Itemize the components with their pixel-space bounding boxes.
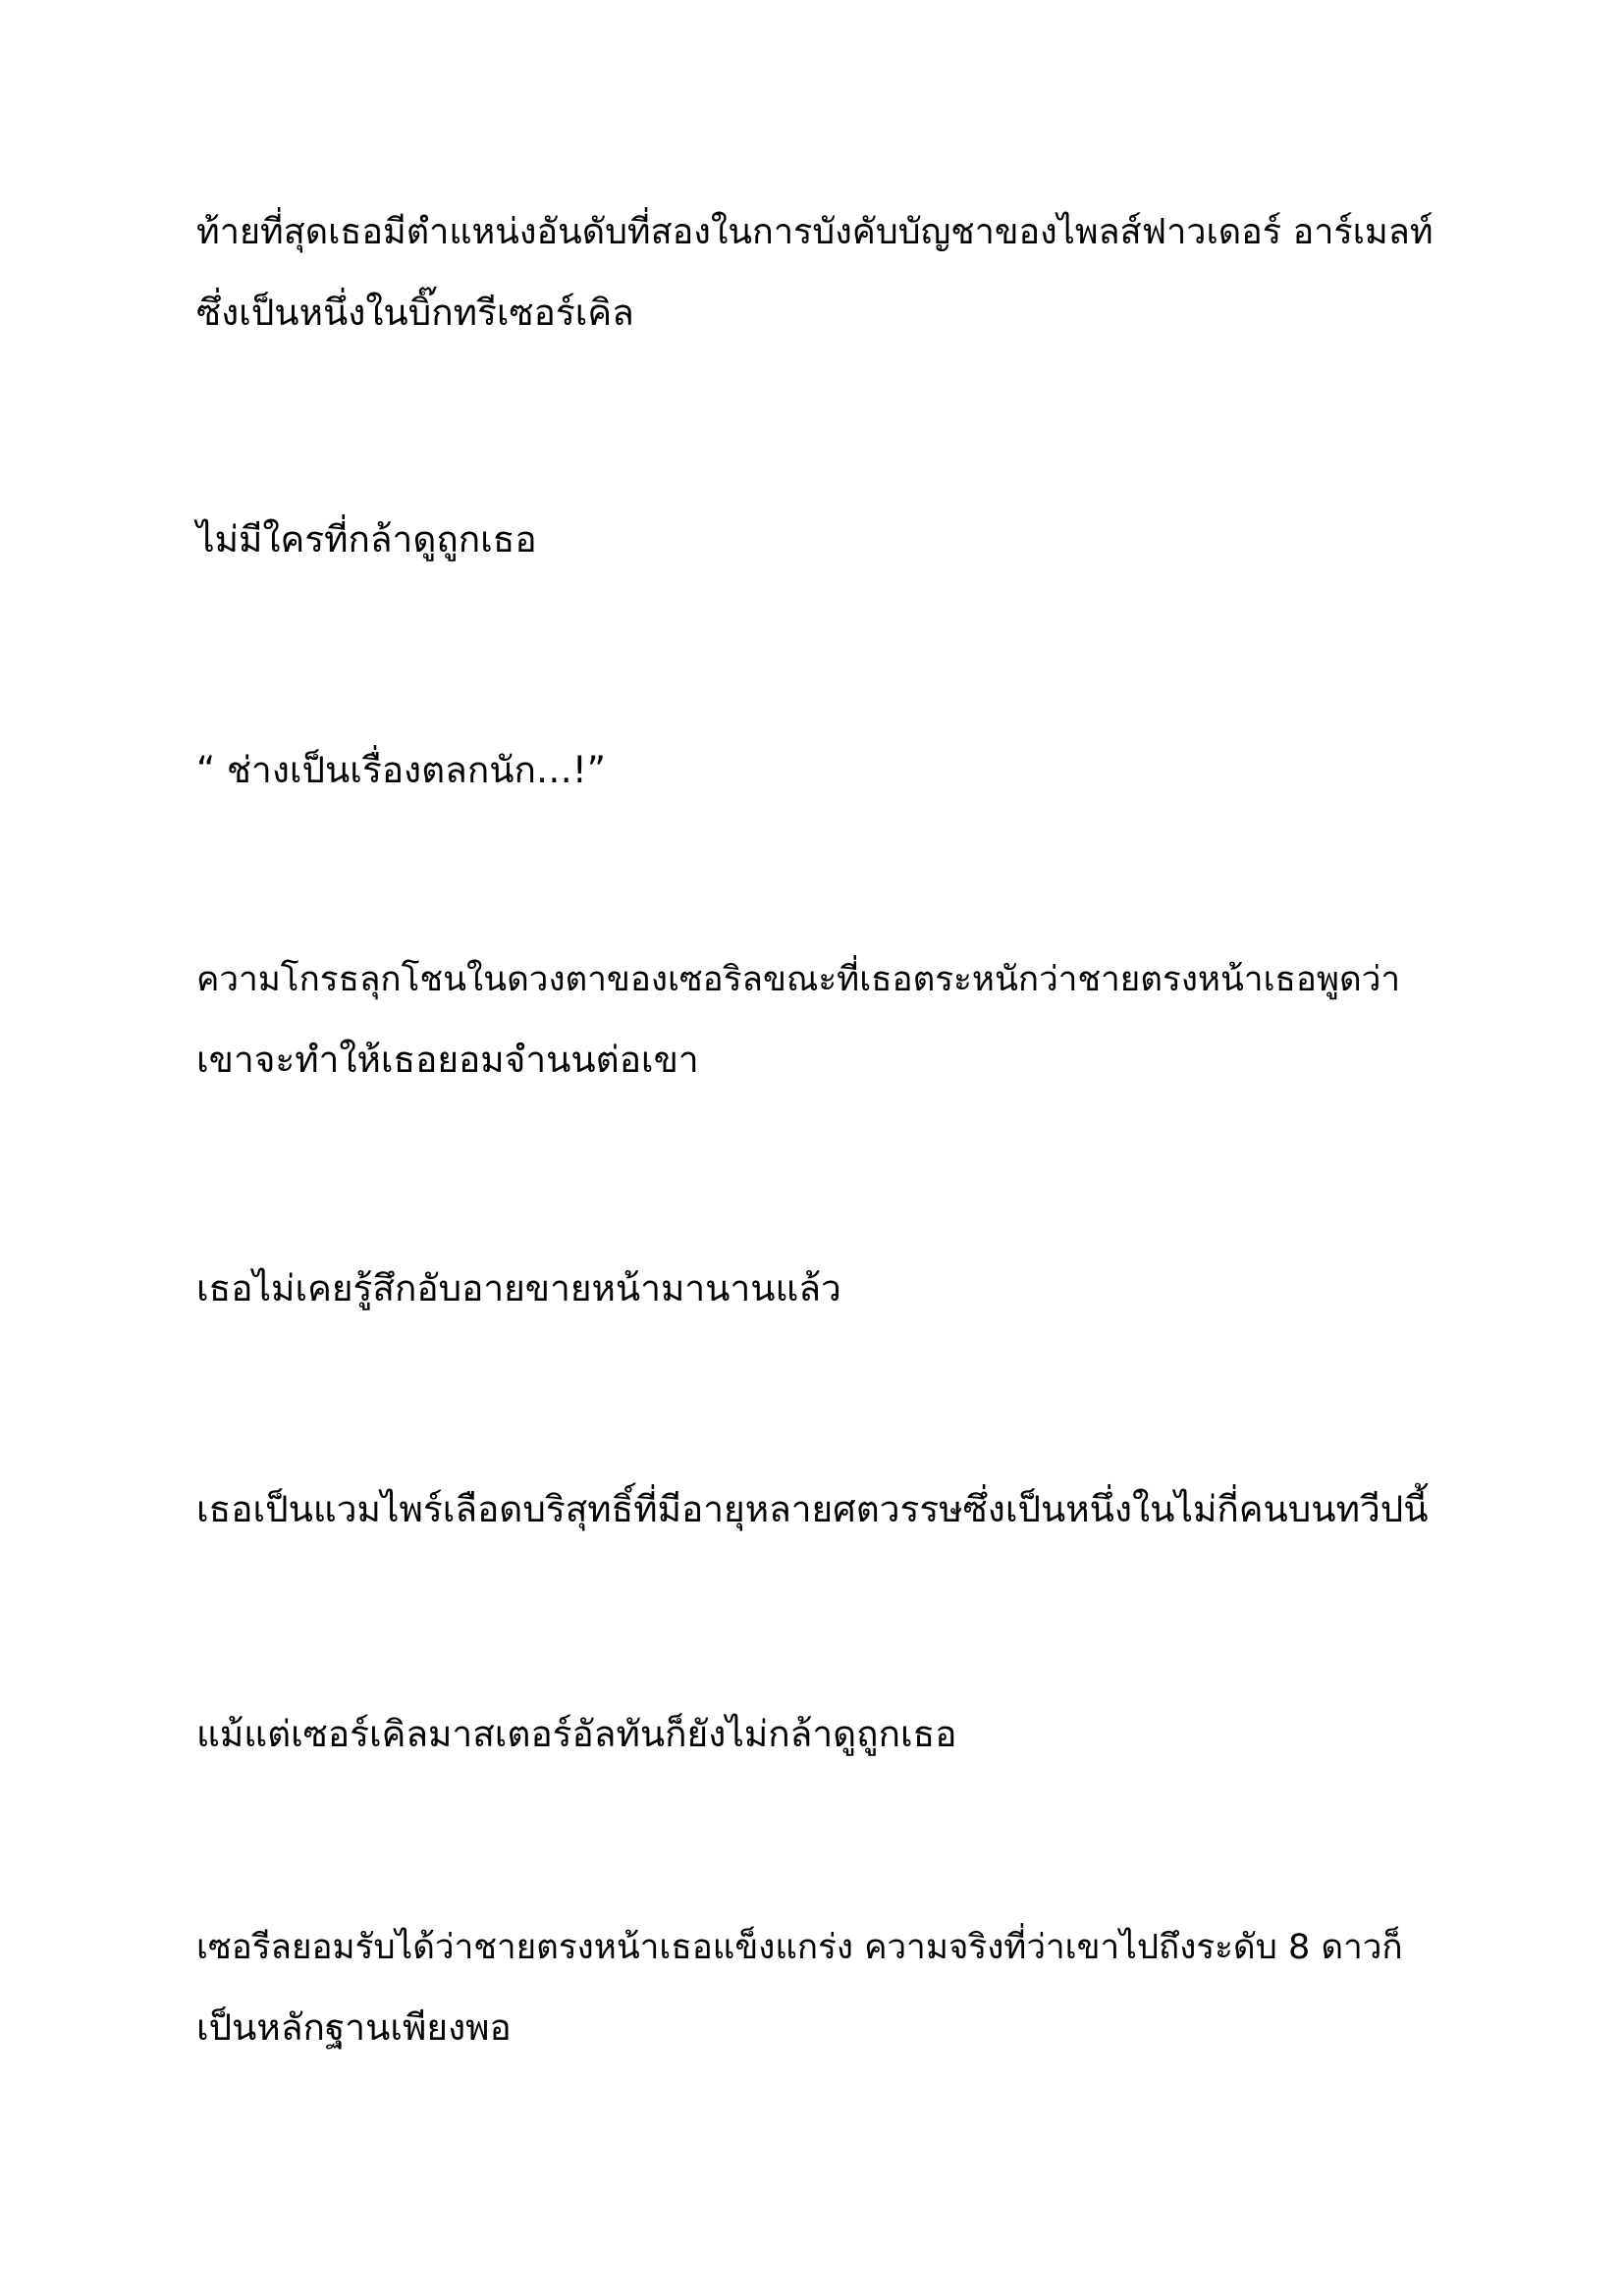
paragraph-4 <box>196 939 1434 1100</box>
paragraph-line: เธอเป็นแวมไพร์เลือดบริสุทธิ์ที่มีอายุหลายศตวรรษซึ่งเป็นหนึ่งในไม่กี่คนบนทวีปนี้ <box>196 1488 1429 1530</box>
paragraph-line: เธอไม่เคยรู้สึกอับอายขายหน้ามานานแล้ว <box>196 1267 841 1309</box>
paragraph-line: “ ช่างเป็นเรื่องตลกนัก…!” <box>196 749 606 791</box>
paragraph-7 <box>196 1694 1434 1775</box>
paragraph-2 <box>196 500 1434 580</box>
paragraph-line: ท้ายที่สุดเธอมีตำแหน่งอันดับที่สองในการบังคับบัญชาของไพลส์ฟาวเดอร์ อาร์เมลท์ <box>196 212 1434 252</box>
paragraph-line: เป็นหลักฐานเพียงพอ <box>196 2006 512 2049</box>
paragraph-line: ความโกรธลุกโชนในดวงตาของเซอริลขณะที่เธอตระหนักว่าชายตรงหน้าเธอพูดว่า <box>196 960 1401 999</box>
paragraph-6 <box>196 1469 1434 1550</box>
paragraph-line: ไม่มีใครที่กล้าดูถูกเธอ <box>196 518 537 561</box>
paragraph-line: แม้แต่เซอร์เคิลมาสเตอร์อัลทันก็ยังไม่กล้าดูถูกเธอ <box>196 1713 957 1755</box>
paragraph-3 <box>196 730 1434 811</box>
paragraph-line: ซึ่งเป็นหนึ่งในบิ๊กทรีเซอร์เคิล <box>196 292 634 334</box>
paragraph-8 <box>196 1907 1434 2068</box>
paragraph-line: เซอรีลยอมรับได้ว่าชายตรงหน้าเธอแข็งแกร่ง ความจริงที่ว่าเขาไปถึงระดับ 8 ดาวก็ <box>196 1928 1403 1967</box>
paragraph-5 <box>196 1249 1434 1329</box>
paragraph-line: เขาจะทำให้เธอยอมจำนนต่อเขา <box>196 1039 699 1081</box>
paragraph-1 <box>196 192 1434 353</box>
